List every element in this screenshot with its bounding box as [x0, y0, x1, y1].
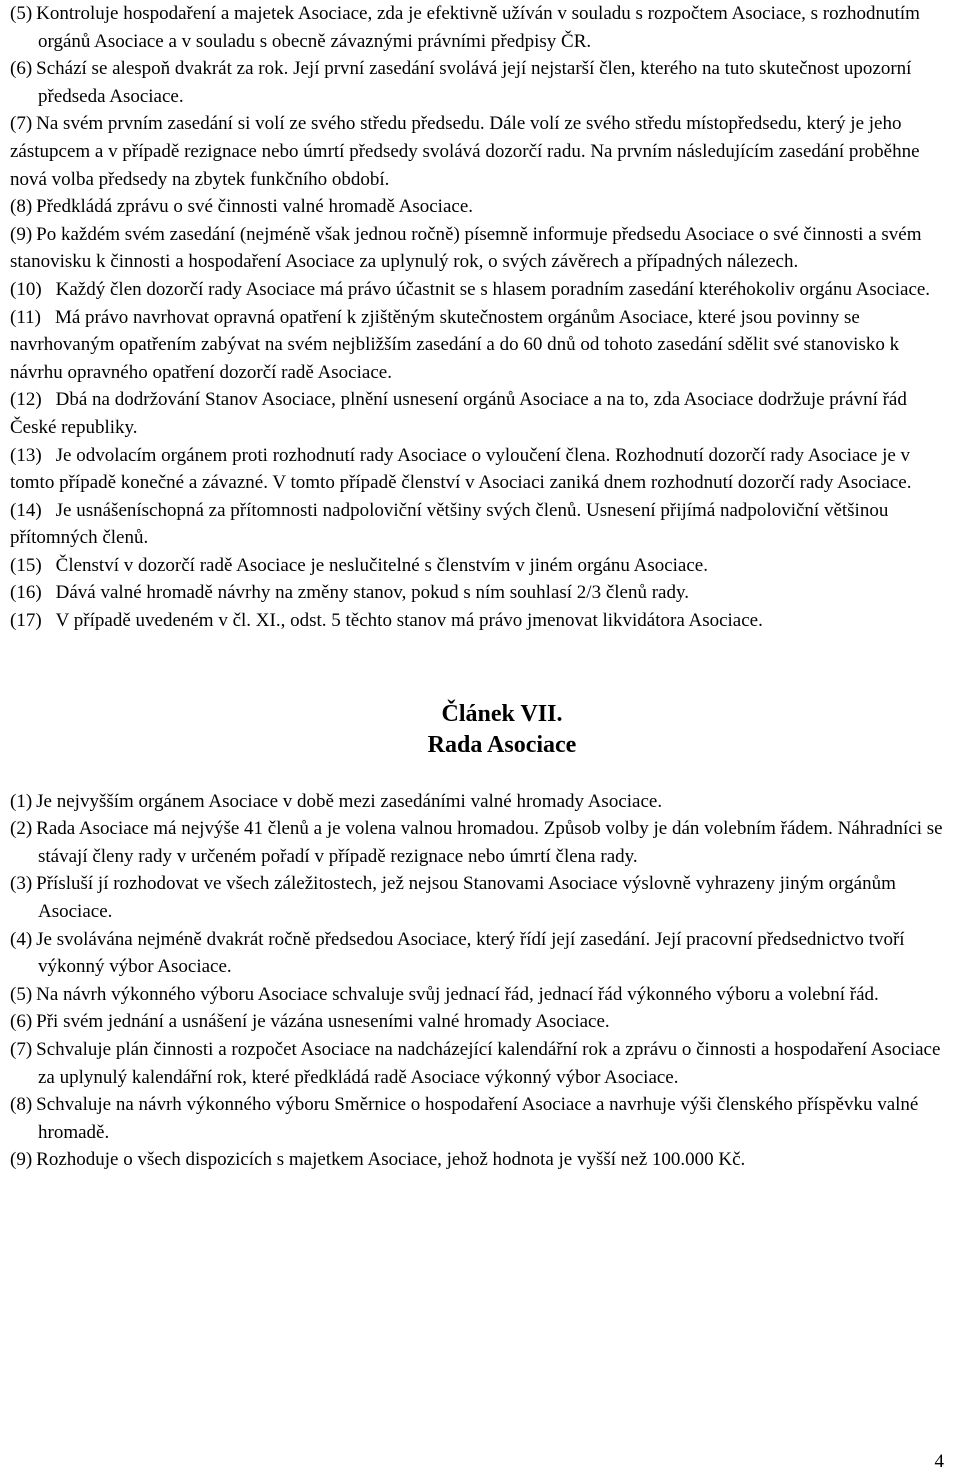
paragraph-6-14: (14) Je usnášeníschopná za přítomnosti nadpoloviční většiny svých členů. Usnesení přijímá nadpoloviční většinou přítomných členů. [10, 499, 889, 549]
paragraph-7-2: (2) Rada Asociace má nejvýše 41 členů a je volena valnou hromadou. Způsob volby je dán volebním řádem. Náhradníci se stávají členy rady v určeném pořadí v případě rezignace nebo úmrtí člena rady. [10, 818, 943, 867]
paragraph-7-6: (6) Při svém jednání a usnášení je vázána usneseními valné hromady Asociace. [10, 1011, 610, 1033]
paragraph-7-9: (9) Rozhoduje o všech dispozicích s majetkem Asociace, jehož hodnota je vyšší než 100.000 Kč. [10, 1149, 746, 1171]
paragraph-7-7: (7) Schvaluje plán činnosti a rozpočet Asociace na nadcházející kalendářní rok a zprávu o činnosti a hospodaření Asociace za uplynulý kalendářní rok, které předkládá radě Asociace výkonný výbor Asociace. [10, 1039, 941, 1088]
document-page [10, 0, 954, 1174]
paragraph-7-3: (3) Přísluší jí rozhodovat ve všech záležitostech, jež nejsou Stanovami Asociace výslovně vyhrazeny jiným orgánům Asociace. [10, 873, 896, 923]
paragraph-6-17: (17) V případě uvedeném v čl. XI., odst. 5 těchto stanov má právo jmenovat likvidátora Asociace. [10, 610, 763, 632]
section-vii-paragraphs [10, 788, 954, 1174]
paragraph-7-1: (1) Je nejvyšším orgánem Asociace v době mezi zasedáními valné hromady Asociace. [10, 790, 663, 812]
paragraph-6-7: (7) Na svém prvním zasedání si volí ze svého středu předsedu. Dále volí ze svého středu místopředsedu, který je jeho zástupcem a v případě rezignace nebo úmrtí předsedy svolává dozorčí radu. Na prvním následujícím zasedání proběhne nová volba předsedy na zbytek funkčního období. [10, 113, 920, 190]
paragraph-6-8: (8) Předkládá zprávu o své činnosti valné hromadě Asociace. [10, 196, 474, 218]
paragraph-7-5: (5) Na návrh výkonného výboru Asociace schvaluje svůj jednací řád, jednací řád výkonného výboru a volební řád. [10, 983, 879, 1005]
section-vi-paragraphs [10, 0, 954, 635]
paragraph-6-6: (6) Schází se alespoň dvakrát za rok. Její první zasedání svolává její nejstarší člen, kterého na tuto skutečnost upozorní předseda Asociace. [10, 58, 912, 107]
paragraph-6-9: (9) Po každém svém zasedání (nejméně však jednou ročně) písemně informuje předsedu Asociace o své činnosti a svém stanovisku k činnosti a hospodaření Asociace za uplynulý rok, o svých závěrech a případných nálezech. [10, 223, 922, 273]
paragraph-7-4: (4) Je svolávána nejméně dvakrát ročně předsedou Asociace, který řídí její zasedání. Její pracovní předsednictvo tvoří výkonný výbor Asociace. [10, 928, 905, 978]
article-title: Rada Asociace [427, 731, 577, 758]
article-number: Článek VII. [441, 700, 563, 727]
page-number: 4 [934, 1451, 944, 1472]
paragraph-6-5: (5) Kontroluje hospodaření a majetek Asociace, zda je efektivně užíván v souladu s rozpočtem Asociace, s rozhodnutím orgánů Asociace a v souladu s obecně závaznými právními předpisy ČR. [10, 3, 920, 52]
paragraph-6-13: (13) Je odvolacím orgánem proti rozhodnutí rady Asociace o vyloučení člena. Rozhodnutí dozorčí rady Asociace je v tomto případě konečné a závazné. V tomto případě členství v Asociaci zaniká dnem rozhodnutí dozorčí rady Asociace. [10, 444, 912, 494]
paragraph-6-15: (15) Členství v dozorčí radě Asociace je neslučitelné s členstvím v jiném orgánu Asociace. [10, 554, 708, 576]
paragraph-6-10: (10) Každý člen dozorčí rady Asociace má právo účastnit se s hlasem poradním zasedání kteréhokoliv orgánu Asociace. [10, 278, 931, 300]
paragraph-7-8: (8) Schvaluje na návrh výkonného výboru Směrnice o hospodaření Asociace a navrhuje výši členského příspěvku valné hromadě. [10, 1094, 919, 1143]
paragraph-6-12: (12) Dbá na dodržování Stanov Asociace, plnění usnesení orgánů Asociace a na to, zda Asociace dodržuje právní řád České republiky. [10, 389, 907, 438]
paragraph-6-11: (11) Má právo navrhovat opravná opatření k zjištěným skutečnostem orgánům Asociace, které jsou povinny se navrhovaným opatřením zabývat na svém nejbližším zasedání a do 60 dnů od tohoto zasedání sdělit své stanovisko k návrhu opravného opatření dozorčí radě Asociace. [10, 306, 900, 383]
paragraph-6-16: (16) Dává valné hromadě návrhy na změny stanov, pokud s ním souhlasí 2/3 členů rady. [10, 582, 690, 604]
